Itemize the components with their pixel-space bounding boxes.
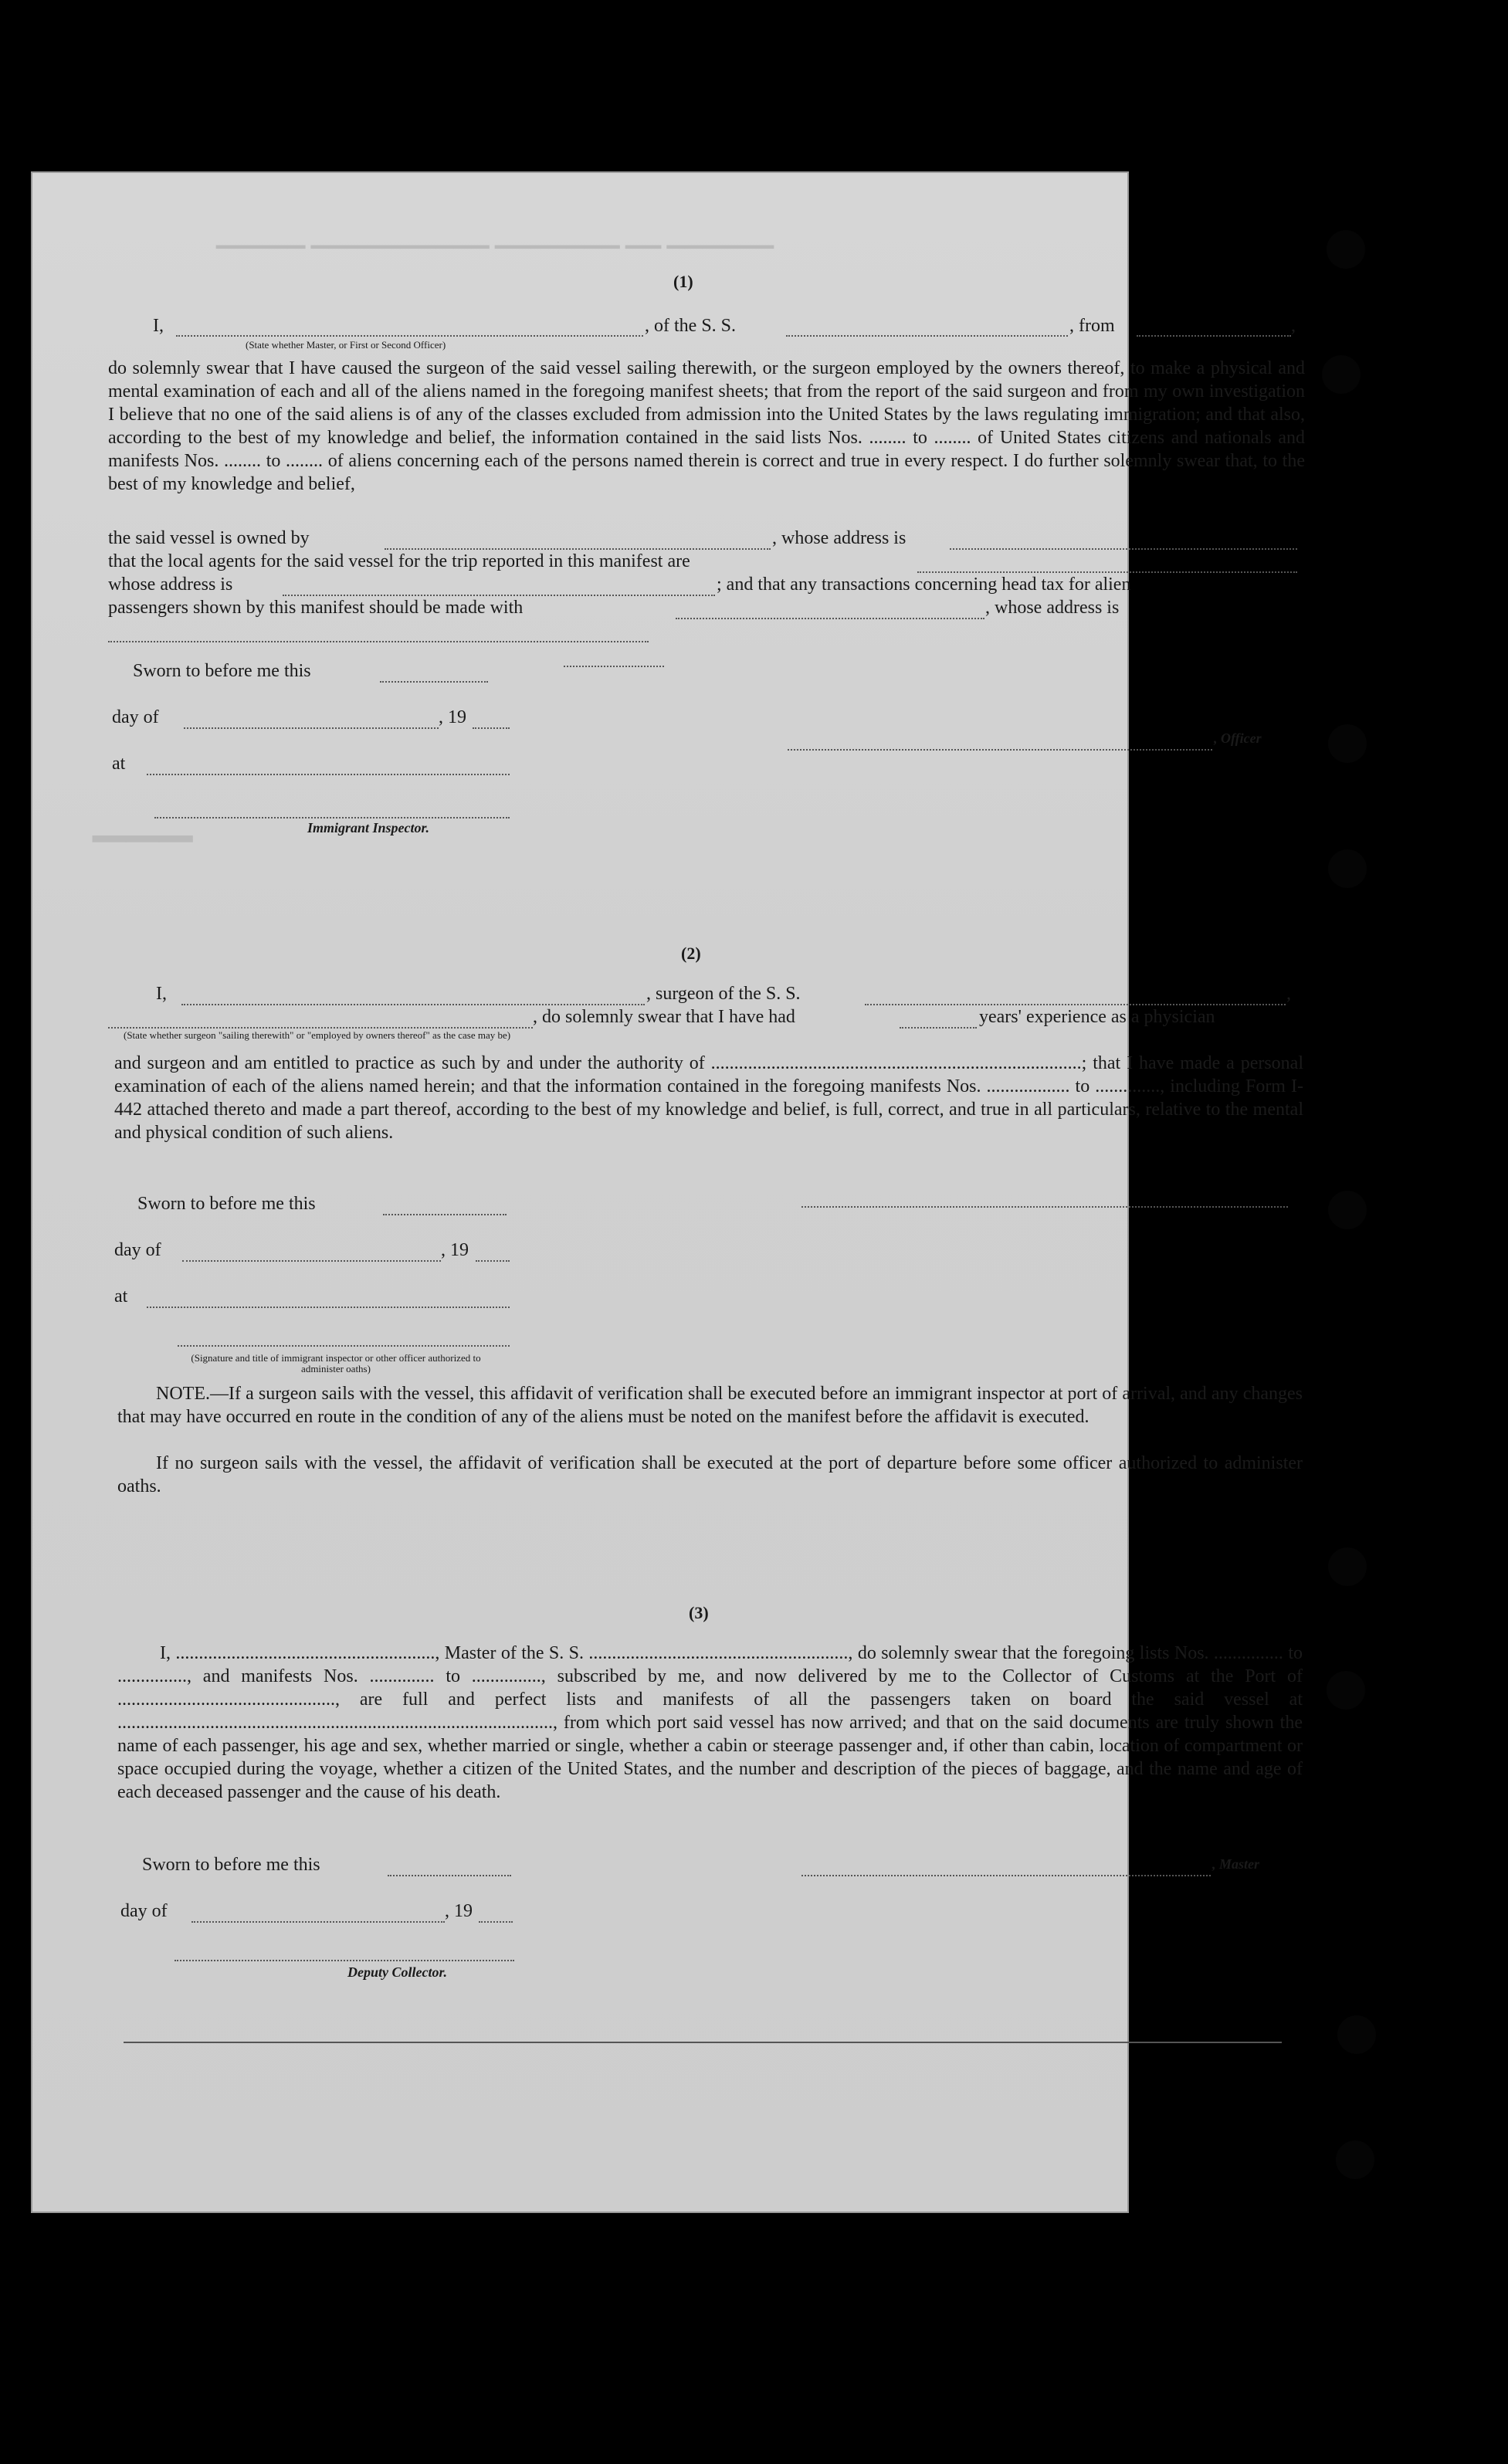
from-label: , from bbox=[1069, 316, 1115, 336]
sworn3-label: Sworn to before me this bbox=[142, 1855, 320, 1875]
day1-field[interactable] bbox=[184, 727, 439, 729]
signature-caption: (Signature and title of immigrant inspector or other officer authorized to administer oaths) bbox=[191, 1352, 481, 1374]
note2: If no surgeon sails with the vessel, the affidavit of verification shall be executed at the port of departure before some officer authorized to administer oaths. bbox=[117, 1453, 1303, 1496]
year3-field[interactable] bbox=[479, 1921, 513, 1923]
officer-name-field[interactable] bbox=[176, 335, 643, 337]
surgeon-swear-label: , do solemnly swear that I have had bbox=[533, 1007, 795, 1027]
owned-by-label: the said vessel is owned by bbox=[108, 528, 310, 548]
surgeon-caption: (State whether surgeon "sailing therewith" or "employed by owners thereof" as the case may be) bbox=[124, 1029, 511, 1041]
bottom-rule bbox=[124, 2042, 1282, 2043]
section2-heading: (2) bbox=[681, 944, 701, 963]
years-experience-field[interactable] bbox=[900, 1027, 977, 1029]
from-port-field[interactable] bbox=[1137, 335, 1291, 337]
day3-label: day of bbox=[120, 1901, 168, 1921]
collector-label: Deputy Collector. bbox=[347, 1964, 447, 1980]
binder-hole-4 bbox=[1328, 849, 1367, 888]
bleed-through-stamp: ▁▁▁▁▁▁ ▁▁ ▁▁▁▁▁▁▁ ▁▁▁▁▁▁▁▁▁▁ ▁▁▁▁▁ bbox=[216, 246, 774, 271]
sworn2-date-field[interactable] bbox=[383, 1214, 507, 1215]
head-tax-agent-field[interactable] bbox=[676, 618, 984, 619]
binder-hole-1 bbox=[1327, 230, 1365, 269]
year3-label: , 19 bbox=[445, 1901, 473, 1921]
at1-field[interactable] bbox=[147, 774, 510, 775]
year1-label: , 19 bbox=[439, 707, 466, 727]
at2-label: at bbox=[114, 1286, 128, 1307]
owner-address-field[interactable] bbox=[950, 548, 1297, 550]
section3-heading: (3) bbox=[689, 1603, 709, 1622]
head-tax-address-field[interactable] bbox=[108, 641, 649, 642]
inspector2-signature-field[interactable] bbox=[178, 1345, 510, 1347]
section2-line1-comma: , bbox=[1286, 984, 1291, 1004]
manifest-page bbox=[31, 171, 1305, 2213]
officer-label: , Officer bbox=[1214, 730, 1262, 746]
note1: NOTE.—If a surgeon sails with the vessel, this affidavit of verification shall be executed before an immigrant inspector at port of arrival, and any changes that may have occurred en route in the condition of any of the aliens must be noted on the manifest before the affidavit is executed. bbox=[117, 1384, 1303, 1427]
binder-hole-7 bbox=[1327, 1671, 1365, 1710]
years-experience-label: years' experience as a physician bbox=[979, 1007, 1215, 1027]
sworn3-date-field[interactable] bbox=[388, 1875, 511, 1876]
section3-body: I, ........................................................, Master of the S. S. ........................................................, do solemnly swear that the foregoing lists Nos. ............... to ..............., and manifests Nos. .............. to ..............., subscribed by me, and now delivered by me to the Collector of Customs at the Port of ..............................................., are full and perfect lists and manifests of all the passengers taken on board the said vessel at .............................................................................................., from which port said vessel has now arrived; and that on the said documents are truly shown the name of each passenger, his age and sex, whether married or single, whether a cabin or steerage passenger and, if other than cabin, location of compartment or space occupied during the voyage, whether a citizen of the United States, and the number and description of the pieces of baggage, and the name and age of each deceased passenger and the cause of his death. bbox=[117, 1643, 1303, 1802]
section1-body: do solemnly swear that I have caused the surgeon of the said vessel sailing therewith, or the surgeon employed by the owners thereof, to make a physical and mental examination of each and all of the aliens named in the foregoing manifest sheets; that from the report of the said surgeon and from my own investigation I believe that no one of the said aliens is of any of the classes excluded from admission into the United States by the laws regulating immigration; and that also, according to the best of my knowledge and belief, the information contained in the said lists Nos. ........ to ........ of United States citizens and nationals and manifests Nos. ........ to ........ of aliens concerning each of the persons named therein is correct and true in every respect. I do further solemnly swear that, to the best of my knowledge and belief, bbox=[108, 358, 1305, 494]
vessel-name-field[interactable] bbox=[786, 335, 1068, 337]
at2-field[interactable] bbox=[147, 1307, 510, 1308]
bleed-through-number: ▁▁▁ bbox=[93, 836, 193, 884]
officer-signature-field[interactable] bbox=[788, 749, 1212, 751]
section1-heading: (1) bbox=[673, 272, 693, 291]
inspector-label: Immigrant Inspector. bbox=[307, 820, 430, 835]
at1-label: at bbox=[112, 754, 126, 774]
year2-field[interactable] bbox=[476, 1260, 510, 1262]
year1-field[interactable] bbox=[473, 727, 510, 729]
master-signature-field[interactable] bbox=[801, 1875, 1211, 1876]
day1-label: day of bbox=[112, 707, 159, 727]
agents-label: that the local agents for the said vessel for the trip reported in this manifest are bbox=[108, 551, 690, 571]
surgeon-signature-field[interactable] bbox=[801, 1206, 1288, 1208]
binder-hole-6 bbox=[1328, 1547, 1367, 1586]
binder-hole-5 bbox=[1328, 1191, 1367, 1229]
binder-hole-2 bbox=[1322, 355, 1361, 394]
surgeon-of-label: , surgeon of the S. S. bbox=[646, 984, 801, 1004]
day2-field[interactable] bbox=[182, 1260, 441, 1262]
year2-label: , 19 bbox=[441, 1240, 469, 1260]
sworn1-right-field[interactable] bbox=[564, 666, 664, 667]
section1-i-label: I, bbox=[153, 316, 164, 336]
sworn2-label: Sworn to before me this bbox=[137, 1194, 316, 1214]
collector-signature-field[interactable] bbox=[175, 1960, 514, 1961]
agents-address-label: whose address is bbox=[108, 574, 233, 595]
passengers-address-label: , whose address is bbox=[985, 598, 1120, 618]
inspector-signature-field[interactable] bbox=[154, 817, 510, 819]
day2-label: day of bbox=[114, 1240, 161, 1260]
sworn1-label: Sworn to before me this bbox=[133, 661, 311, 681]
master-label: , Master bbox=[1212, 1856, 1260, 1872]
section2-i-label: I, bbox=[156, 984, 167, 1004]
head-tax-text: ; and that any transactions concerning head tax for alien bbox=[717, 574, 1131, 595]
line1-comma: , bbox=[1291, 316, 1296, 336]
owner-address-label: , whose address is bbox=[772, 528, 906, 548]
binder-hole-3 bbox=[1328, 724, 1367, 763]
binder-hole-9 bbox=[1336, 2140, 1374, 2179]
of-ss-label: , of the S. S. bbox=[645, 316, 737, 336]
surgeon-type-field[interactable] bbox=[108, 1027, 533, 1029]
sworn1-date-field[interactable] bbox=[380, 681, 488, 683]
officer-caption: (State whether Master, or First or Second Officer) bbox=[246, 339, 446, 351]
passengers-label: passengers shown by this manifest should be made with bbox=[108, 598, 524, 618]
section2-body: and surgeon and am entitled to practice as such by and under the authority of ................................................................................; that I have made a personal examination of each of the aliens named herein; and that the information contained in the foregoing manifests Nos. .................. to .............., including Form I-442 attached thereto and made a part thereof, according to the best of my knowledge and belief, is full, correct, and true in all particulars, relative to the mental and physical condition of such aliens. bbox=[114, 1053, 1303, 1143]
day3-field[interactable] bbox=[191, 1921, 445, 1923]
binder-hole-8 bbox=[1337, 2015, 1376, 2054]
